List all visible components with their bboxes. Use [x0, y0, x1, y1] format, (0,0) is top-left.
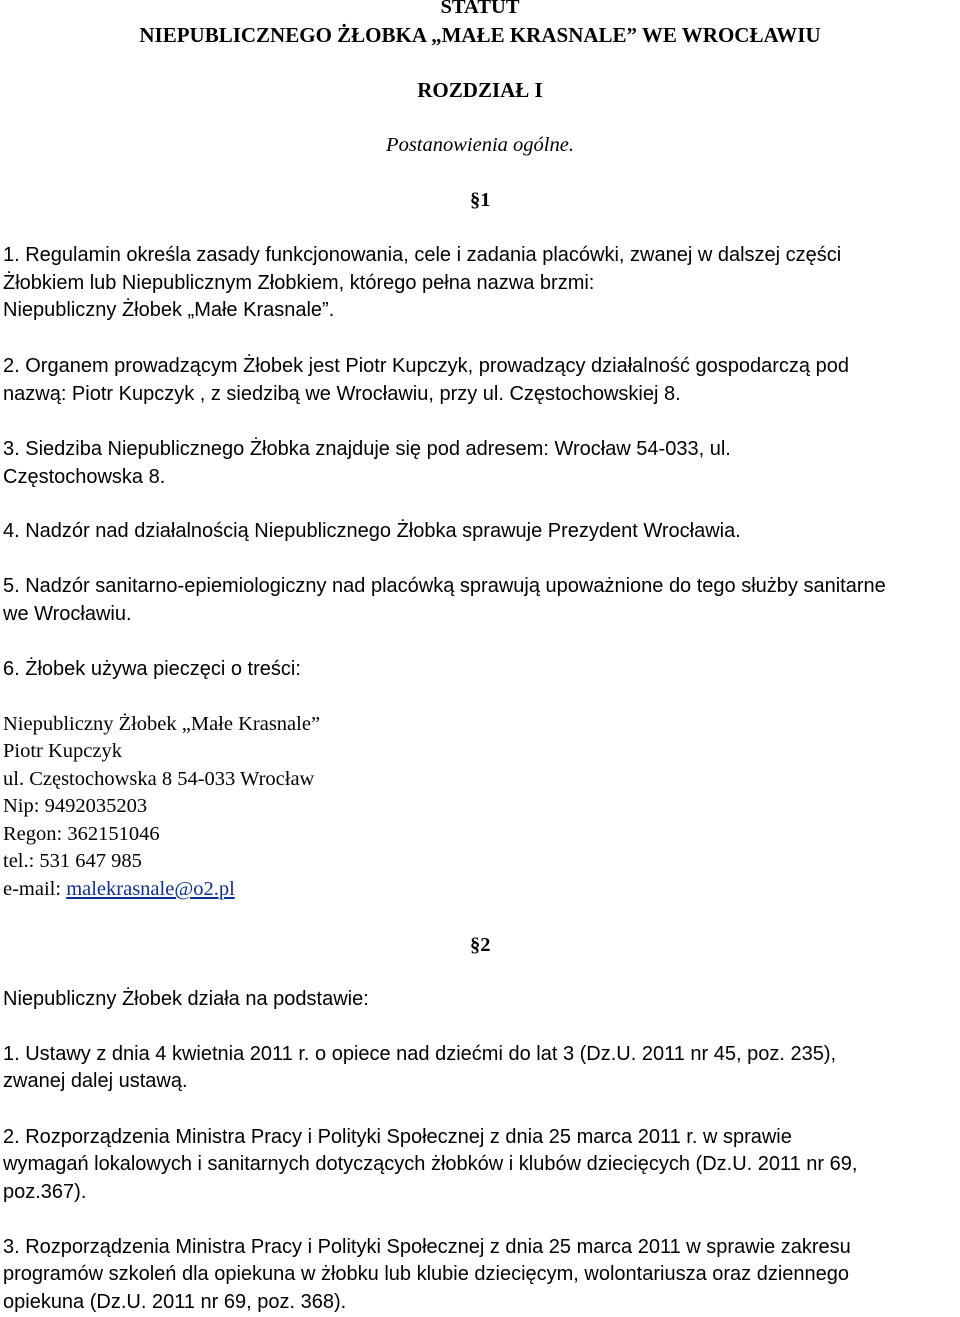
list-item-2-line-1: 2. Rozporządzenia Ministra Pracy i Polityki Społecznej z dnia 25 marca 2011 r. w sprawie: [3, 1126, 792, 1148]
paragraph-2-line-1: 2. Organem prowadzącym Żłobek jest Piotr Kupczyk, prowadzący działalność gospodarczą pod: [3, 355, 849, 377]
paragraph-6: 6. Żłobek używa pieczęci o treści:: [3, 658, 301, 680]
email-link[interactable]: malekrasnale@o2.pl: [66, 878, 235, 900]
stamp-name: Niepubliczny Żłobek „Małe Krasnale”: [3, 713, 321, 735]
paragraph-3-line-2: Częstochowska 8.: [3, 466, 166, 488]
title-line-1: STATUT: [440, 0, 520, 18]
paragraph-2-line-2: nazwą: Piotr Kupczyk , z siedzibą we Wrocławiu, przy ul. Częstochowskiej 8.: [3, 383, 681, 405]
list-item-3-line-2: programów szkoleń dla opiekuna w żłobku lub klubie dziecięcym, wolontariusza oraz dziennego: [3, 1263, 850, 1285]
section-mark-1: §1: [470, 189, 491, 211]
paragraph-1-line-3: Niepubliczny Żłobek „Małe Krasnale”.: [3, 299, 335, 321]
section-2-intro: Niepubliczny Żłobek działa na podstawie:: [3, 988, 369, 1010]
paragraph-5-line-2: we Wrocławiu.: [3, 603, 132, 625]
list-item-2-line-3: poz.367).: [3, 1181, 87, 1203]
stamp-tel: tel.: 531 647 985: [3, 850, 142, 872]
paragraph-4: 4. Nadzór nad działalnością Niepublicznego Żłobka sprawuje Prezydent Wrocławia.: [3, 520, 741, 542]
list-item-1-line-1: 1. Ustawy z dnia 4 kwietnia 2011 r. o opiece nad dziećmi do lat 3 (Dz.U. 2011 nr 45, poz. 235),: [3, 1043, 837, 1065]
stamp-address: ul. Częstochowska 8 54-033 Wrocław: [3, 768, 315, 790]
stamp-email-row: [3, 876, 235, 904]
stamp-nip: Nip: 9492035203: [3, 795, 148, 817]
stamp-owner: Piotr Kupczyk: [3, 740, 122, 762]
list-item-3-line-1: 3. Rozporządzenia Ministra Pracy i Polityki Społecznej z dnia 25 marca 2011 w sprawie zakresu: [3, 1236, 851, 1258]
list-item-3-line-3: opiekuna (Dz.U. 2011 nr 69, poz. 368).: [3, 1291, 347, 1313]
paragraph-1-line-1: 1. Regulamin określa zasady funkcjonowania, cele i zadania placówki, zwanej w dalszej części: [3, 244, 842, 266]
title-line-2: NIEPUBLICZNEGO ŻŁOBKA „MAŁE KRASNALE” WE WROCŁAWIU: [139, 23, 821, 47]
paragraph-1-line-2: Żłobkiem lub Niepublicznym Złobkiem, którego pełna nazwa brzmi:: [3, 272, 595, 294]
paragraph-3-line-1: 3. Siedziba Niepublicznego Żłobka znajduje się pod adresem: Wrocław 54-033, ul.: [3, 438, 731, 460]
chapter-subtitle: Postanowienia ogólne.: [386, 134, 574, 156]
stamp-regon: Regon: 362151046: [3, 823, 160, 845]
section-mark-2: §2: [470, 934, 491, 956]
list-item-1-line-2: zwanej dalej ustawą.: [3, 1070, 188, 1092]
list-item-2-line-2: wymagań lokalowych i sanitarnych dotyczących żłobków i klubów dziecięcych (Dz.U. 2011 nr 69,: [3, 1153, 858, 1175]
stamp-email-label: e-mail:: [3, 878, 67, 900]
chapter-heading: ROZDZIAŁ I: [417, 78, 543, 102]
paragraph-5-line-1: 5. Nadzór sanitarno-epiemiologiczny nad placówką sprawują upoważnione do tego służby sanitarne: [3, 575, 886, 597]
